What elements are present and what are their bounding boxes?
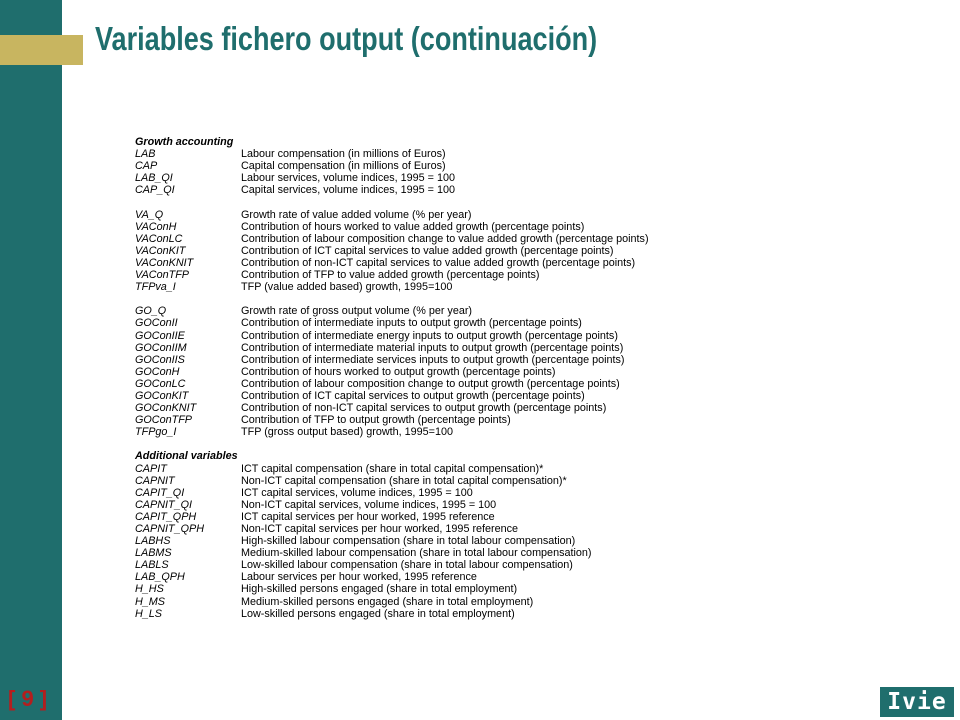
- variable-row: [135, 184, 875, 196]
- variable-description: Contribution of TFP to output growth (percentage points): [241, 414, 511, 427]
- variable-name: GOConKIT: [135, 389, 189, 402]
- variable-name: GOConIIE: [135, 329, 185, 342]
- variable-name: CAPIT_QI: [135, 486, 185, 499]
- variable-description: Non-ICT capital services per hour worked, 1995 reference: [241, 523, 519, 535]
- variable-description: Medium-skilled labour compensation (share in total labour compensation): [241, 547, 592, 560]
- variable-description: Labour compensation (in millions of Euros): [241, 148, 446, 161]
- variable-row: [135, 463, 875, 475]
- variable-name: GOConLC: [135, 377, 186, 390]
- variable-description: Labour services, volume indices, 1995 = 100: [241, 172, 455, 185]
- variable-name: CAPNIT_QPH: [135, 523, 204, 535]
- variable-name: GOConIIM: [135, 341, 187, 354]
- variable-description: High-skilled labour compensation (share in total labour compensation): [241, 535, 576, 548]
- variable-row: [135, 426, 875, 438]
- variable-row: [135, 402, 875, 414]
- variable-description: Contribution of TFP to value added growth (percentage points): [241, 269, 540, 282]
- variable-description: Contribution of non-ICT capital services to output growth (percentage points): [241, 402, 607, 415]
- variable-row: [135, 390, 875, 402]
- variable-name: H_LS: [135, 607, 163, 620]
- variable-row: [135, 523, 875, 535]
- variable-row: [135, 281, 875, 293]
- variable-name: H_MS: [135, 595, 165, 608]
- variable-name: VAConLC: [135, 232, 183, 245]
- variable-row: [135, 148, 875, 160]
- ivie-logo: Ivie: [880, 687, 954, 717]
- variable-description: Contribution of intermediate services inputs to output growth (percentage points): [241, 353, 625, 366]
- variable-row: [135, 547, 875, 559]
- variable-name: CAPIT: [135, 462, 167, 475]
- title-accent-block: [0, 35, 83, 65]
- variable-name: LABLS: [135, 559, 169, 572]
- variable-description: Low-skilled persons engaged (share in total employment): [241, 607, 515, 620]
- variable-description: Non-ICT capital compensation (share in total capital compensation)*: [241, 474, 567, 487]
- variable-description: Contribution of hours worked to output growth (percentage points): [241, 365, 556, 378]
- variable-description: Non-ICT capital services, volume indices, 1995 = 100: [241, 498, 497, 511]
- section-heading: Growth accounting: [135, 136, 234, 148]
- variable-name: TFPgo_I: [135, 426, 177, 439]
- variable-description: Labour services per hour worked, 1995 reference: [241, 571, 477, 584]
- variable-row: [135, 305, 875, 317]
- variable-row: [135, 414, 875, 426]
- variable-row: [135, 233, 875, 245]
- variable-description: Contribution of labour composition change to output growth (percentage points): [241, 377, 620, 390]
- variable-description: ICT capital services per hour worked, 1995 reference: [241, 510, 495, 523]
- variable-row: [135, 487, 875, 499]
- variable-row: [135, 475, 875, 487]
- variable-row: [135, 172, 875, 184]
- variable-name: LAB_QPH: [135, 571, 185, 584]
- variable-row: [135, 330, 875, 342]
- variable-description: High-skilled persons engaged (share in total employment): [241, 583, 518, 596]
- variable-row: [135, 378, 875, 390]
- variable-name: GOConTFP: [135, 414, 192, 427]
- variable-name: CAP: [135, 160, 158, 173]
- variable-name: VAConH: [135, 220, 177, 233]
- variable-name: GOConKNIT: [135, 402, 197, 415]
- variable-description: Contribution of ICT capital services to value added growth (percentage points): [241, 244, 614, 257]
- section-heading: Additional variables: [135, 450, 238, 463]
- variable-name: LAB_QI: [135, 172, 173, 185]
- variable-row: [135, 571, 875, 583]
- variable-description: Medium-skilled persons engaged (share in total employment): [241, 595, 534, 608]
- variable-description: Contribution of hours worked to value added growth (percentage points): [241, 220, 585, 233]
- variable-name: GO_Q: [135, 305, 167, 318]
- variable-row: [135, 317, 875, 329]
- variable-name: VAConKIT: [135, 244, 186, 257]
- variable-row: [135, 257, 875, 269]
- variable-row: [135, 559, 875, 571]
- variable-row: [135, 596, 875, 608]
- variable-description: Contribution of non-ICT capital services to value added growth (percentage points): [241, 256, 636, 269]
- variable-description: Contribution of labour composition change to value added growth (percentage points): [241, 232, 649, 245]
- left-sidebar-bar: [0, 0, 62, 720]
- variable-row: [135, 583, 875, 595]
- variable-row: [135, 160, 875, 172]
- group-spacer: [135, 293, 875, 305]
- variable-description: Low-skilled labour compensation (share in total labour compensation): [241, 559, 573, 572]
- variable-description: ICT capital services, volume indices, 1995 = 100: [241, 486, 473, 499]
- group-spacer: [135, 196, 875, 208]
- variable-name: LABMS: [135, 547, 172, 560]
- variable-row: [135, 511, 875, 523]
- variable-description: Capital services, volume indices, 1995 = 100: [241, 184, 455, 197]
- variable-description: Growth rate of gross output volume (% per year): [241, 305, 473, 318]
- variable-description: Contribution of intermediate material inputs to output growth (percentage points): [241, 341, 624, 354]
- variable-description: Contribution of intermediate energy inputs to output growth (percentage points): [241, 329, 618, 342]
- variable-name: VAConTFP: [135, 269, 190, 282]
- variable-name: CAPNIT: [135, 474, 175, 487]
- variable-row: [135, 608, 875, 620]
- variable-name: CAPIT_QPH: [135, 510, 197, 523]
- variable-name: VAConKNIT: [135, 256, 194, 269]
- variable-row: [135, 342, 875, 354]
- variable-description: Contribution of intermediate inputs to output growth (percentage points): [241, 317, 582, 330]
- variable-row: [135, 209, 875, 221]
- variable-list: [135, 136, 875, 620]
- variable-row: [135, 221, 875, 233]
- page-number: [ 9 ]: [8, 686, 48, 711]
- variable-row: [135, 535, 875, 547]
- variable-row: [135, 354, 875, 366]
- variable-row: [135, 499, 875, 511]
- variable-name: CAPNIT_QI: [135, 498, 192, 511]
- variable-name: GOConII: [135, 317, 178, 330]
- variable-description: Capital compensation (in millions of Euros): [241, 160, 446, 173]
- section-spacer: [135, 438, 875, 450]
- slide-title: Variables fichero output (continuación): [95, 20, 598, 57]
- variable-name: LABHS: [135, 535, 171, 548]
- variable-description: ICT capital compensation (share in total capital compensation)*: [241, 462, 544, 475]
- variable-row: [135, 245, 875, 257]
- variable-name: LAB: [135, 148, 156, 161]
- variable-description: Growth rate of value added volume (% per year): [241, 208, 472, 221]
- variable-name: GOConIIS: [135, 353, 185, 366]
- variable-name: H_HS: [135, 583, 164, 596]
- variable-description: Contribution of ICT capital services to output growth (percentage points): [241, 389, 585, 402]
- variable-description: TFP (gross output based) growth, 1995=100: [241, 426, 453, 439]
- variable-description: TFP (value added based) growth, 1995=100: [241, 281, 453, 294]
- variable-name: TFPva_I: [135, 281, 176, 294]
- variable-name: VA_Q: [135, 208, 164, 221]
- variable-name: CAP_QI: [135, 184, 175, 197]
- variable-row: [135, 269, 875, 281]
- variable-name: GOConH: [135, 365, 180, 378]
- variable-row: [135, 366, 875, 378]
